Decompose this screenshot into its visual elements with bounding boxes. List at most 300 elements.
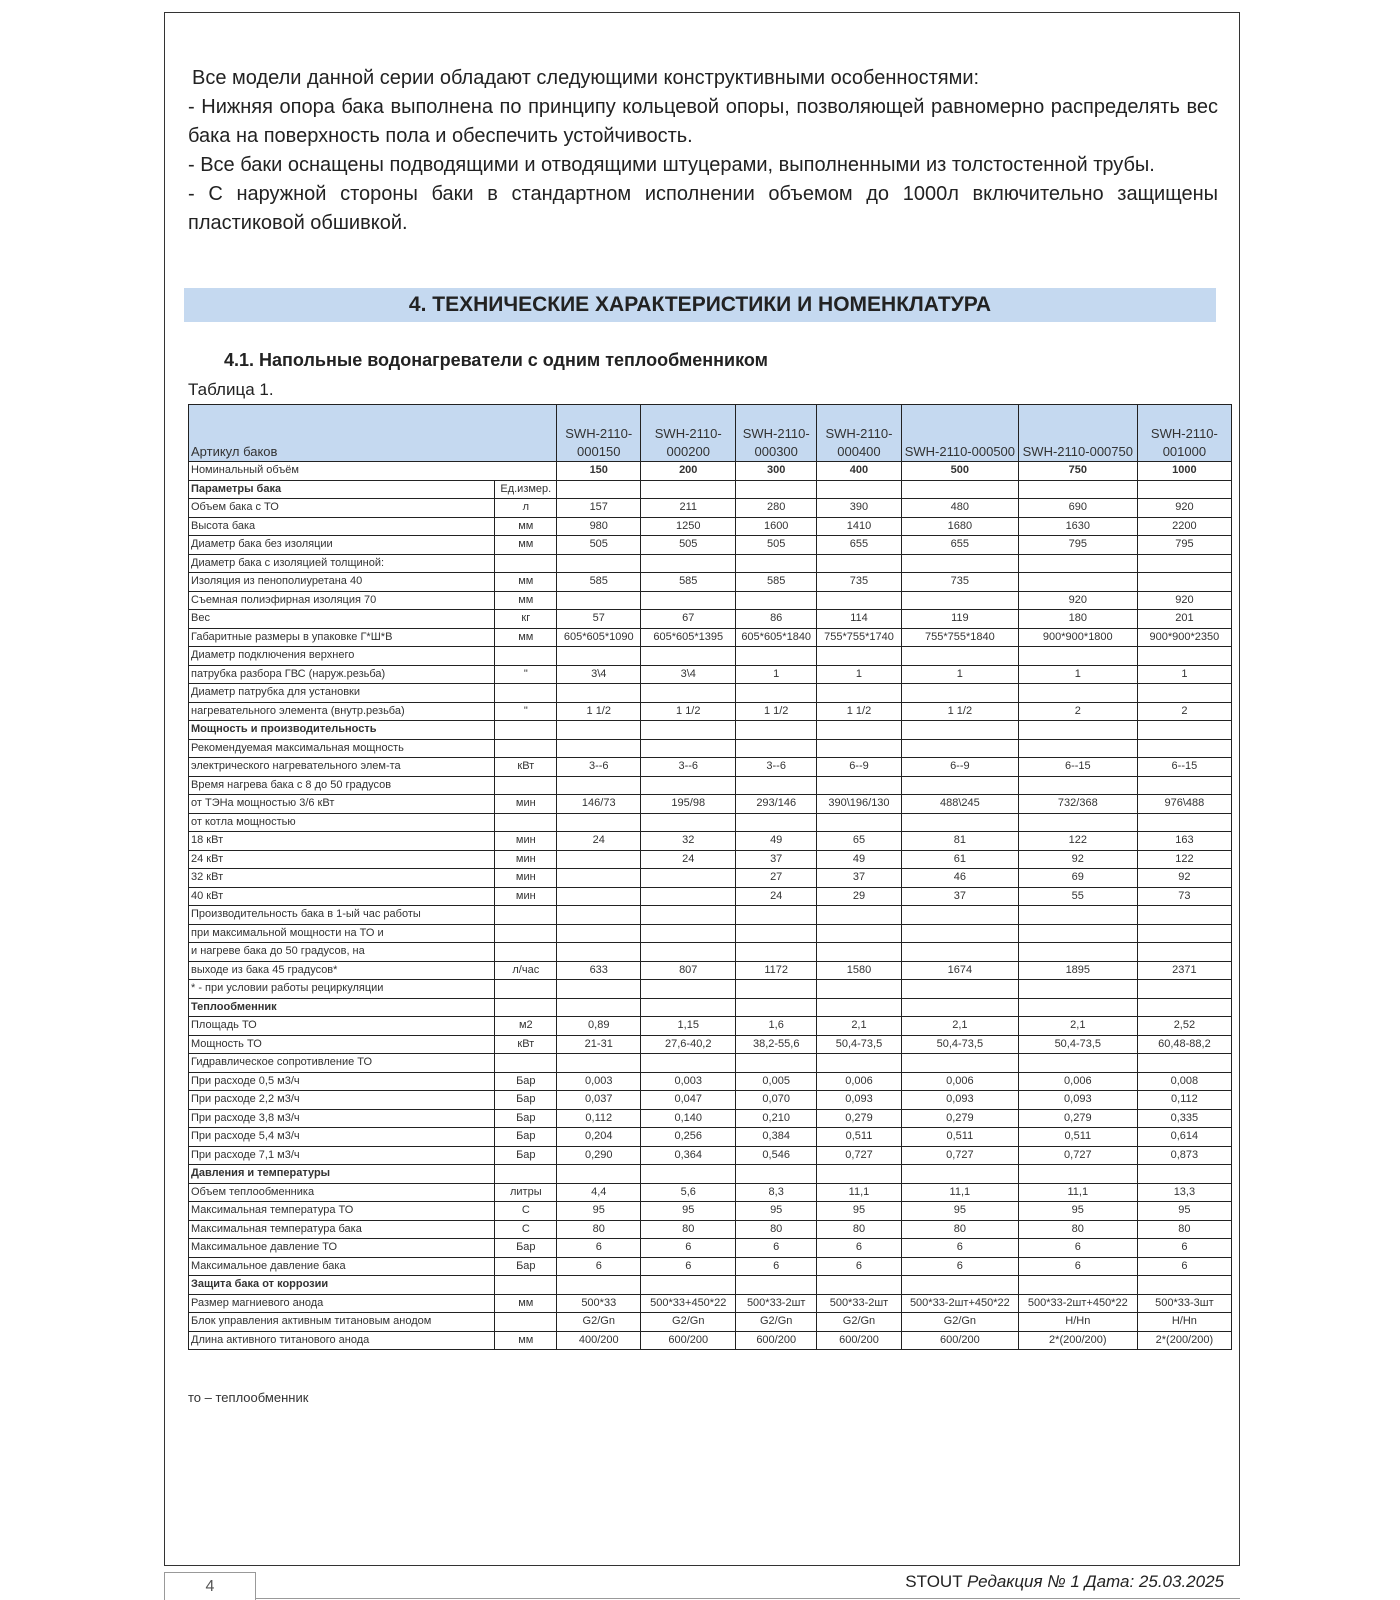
cell-value xyxy=(901,647,1018,666)
cell-value xyxy=(736,1276,817,1295)
cell-value: 146/73 xyxy=(557,795,641,814)
row-unit: мм xyxy=(495,1294,557,1313)
cell-value: 1,15 xyxy=(641,1017,736,1036)
row-unit xyxy=(495,906,557,925)
row-label: Максимальное давление ТО xyxy=(189,1239,495,1258)
cell-value: 0,003 xyxy=(641,1072,736,1091)
cell-value xyxy=(901,924,1018,943)
cell-value xyxy=(1137,573,1231,592)
cell-value: 1 xyxy=(736,665,817,684)
cell-value: 1 1/2 xyxy=(817,702,902,721)
cell-value: 655 xyxy=(817,536,902,555)
cell-value xyxy=(1018,573,1137,592)
table-row xyxy=(189,1035,1232,1054)
cell-value: 500 xyxy=(901,462,1018,481)
cell-value xyxy=(736,480,817,499)
row-label: Максимальная температура ТО xyxy=(189,1202,495,1221)
cell-value xyxy=(557,887,641,906)
cell-value xyxy=(1137,776,1231,795)
cell-value: 655 xyxy=(901,536,1018,555)
row-unit xyxy=(495,1313,557,1332)
cell-value: 900*900*2350 xyxy=(1137,628,1231,647)
intro-paragraph: - Все баки оснащены подводящими и отводящими штуцерами, выполненными из толстостенной трубы. xyxy=(188,154,1155,176)
cell-value: G2/Gn xyxy=(641,1313,736,1332)
cell-value xyxy=(1018,554,1137,573)
cell-value xyxy=(817,980,902,999)
section-header xyxy=(184,288,1216,322)
row-unit xyxy=(495,684,557,703)
cell-value: 2 xyxy=(1137,702,1231,721)
table-row xyxy=(189,906,1232,925)
cell-value: 3\4 xyxy=(557,665,641,684)
row-unit xyxy=(495,943,557,962)
row-unit: л xyxy=(495,499,557,518)
cell-value: 163 xyxy=(1137,832,1231,851)
intro-text xyxy=(188,64,1218,238)
cell-value xyxy=(901,721,1018,740)
cell-value: 80 xyxy=(817,1220,902,1239)
cell-value: 86 xyxy=(736,610,817,629)
table-row xyxy=(189,517,1232,536)
table-row xyxy=(189,480,1232,499)
cell-value xyxy=(901,813,1018,832)
row-label: 32 кВт xyxy=(189,869,495,888)
cell-value xyxy=(901,554,1018,573)
table-row xyxy=(189,1054,1232,1073)
cell-value: 0,511 xyxy=(1018,1128,1137,1147)
row-label: Диаметр бака без изоляции xyxy=(189,536,495,555)
cell-value xyxy=(901,739,1018,758)
cell-value: 49 xyxy=(736,832,817,851)
model-header: SWH-2110-000150 xyxy=(557,405,641,462)
cell-value: 0,279 xyxy=(901,1109,1018,1128)
row-label: Съемная полиэфирная изоляция 70 xyxy=(189,591,495,610)
cell-value xyxy=(736,1165,817,1184)
cell-value xyxy=(1018,480,1137,499)
cell-value xyxy=(736,684,817,703)
cell-value: 920 xyxy=(1018,591,1137,610)
row-label: Время нагрева бака с 8 до 50 градусов xyxy=(189,776,495,795)
cell-value xyxy=(817,554,902,573)
cell-value: 500*33-2шт xyxy=(817,1294,902,1313)
cell-value: 195/98 xyxy=(641,795,736,814)
cell-value xyxy=(641,480,736,499)
cell-value: 6--15 xyxy=(1018,758,1137,777)
row-label: нагревательного элемента (внутр.резьба) xyxy=(189,702,495,721)
table-row xyxy=(189,1183,1232,1202)
table-row xyxy=(189,462,1232,481)
cell-value: 0,89 xyxy=(557,1017,641,1036)
row-label: 18 кВт xyxy=(189,832,495,851)
cell-value: 735 xyxy=(901,573,1018,592)
cell-value xyxy=(1018,980,1137,999)
row-unit xyxy=(495,813,557,832)
cell-value: 732/368 xyxy=(1018,795,1137,814)
cell-value xyxy=(641,924,736,943)
cell-value: 0,005 xyxy=(736,1072,817,1091)
cell-value xyxy=(817,1054,902,1073)
cell-value: 2,1 xyxy=(817,1017,902,1036)
cell-value: 2,1 xyxy=(1018,1017,1137,1036)
cell-value: 633 xyxy=(557,961,641,980)
model-header: SWH-2110-000750 xyxy=(1018,405,1137,462)
cell-value: 750 xyxy=(1018,462,1137,481)
cell-value: 1680 xyxy=(901,517,1018,536)
cell-value xyxy=(817,813,902,832)
cell-value: 67 xyxy=(641,610,736,629)
cell-value: 27,6-40,2 xyxy=(641,1035,736,1054)
cell-value xyxy=(557,739,641,758)
cell-value xyxy=(1018,1276,1137,1295)
table-row xyxy=(189,628,1232,647)
cell-value: 0,047 xyxy=(641,1091,736,1110)
row-unit xyxy=(495,721,557,740)
cell-value: 500*33+450*22 xyxy=(641,1294,736,1313)
table-row xyxy=(189,1091,1232,1110)
cell-value: 505 xyxy=(641,536,736,555)
cell-value: 4,4 xyxy=(557,1183,641,1202)
cell-value: 600/200 xyxy=(641,1331,736,1350)
row-label: выходе из бака 45 градусов* xyxy=(189,961,495,980)
cell-value xyxy=(557,924,641,943)
cell-value: 6 xyxy=(1137,1239,1231,1258)
cell-value: 92 xyxy=(1137,869,1231,888)
cell-value: 6 xyxy=(1018,1239,1137,1258)
cell-value: 2371 xyxy=(1137,961,1231,980)
cell-value: 755*755*1840 xyxy=(901,628,1018,647)
table-row xyxy=(189,832,1232,851)
cell-value xyxy=(736,721,817,740)
cell-value xyxy=(641,980,736,999)
cell-value xyxy=(817,998,902,1017)
cell-value xyxy=(817,721,902,740)
cell-value: G2/Gn xyxy=(557,1313,641,1332)
cell-value xyxy=(736,943,817,962)
cell-value: 2200 xyxy=(1137,517,1231,536)
cell-value: 37 xyxy=(901,887,1018,906)
row-unit xyxy=(495,647,557,666)
cell-value: 400/200 xyxy=(557,1331,641,1350)
cell-value: 0,210 xyxy=(736,1109,817,1128)
table-row xyxy=(189,536,1232,555)
cell-value xyxy=(641,887,736,906)
row-label: Диаметр патрубка для установки xyxy=(189,684,495,703)
cell-value: 2,52 xyxy=(1137,1017,1231,1036)
cell-value xyxy=(817,647,902,666)
row-label: Блок управления активным титановым анодом xyxy=(189,1313,495,1332)
footnote: то – теплообменник xyxy=(188,1390,309,1405)
cell-value: 46 xyxy=(901,869,1018,888)
row-unit xyxy=(495,554,557,573)
cell-value: 180 xyxy=(1018,610,1137,629)
cell-value: 50,4-73,5 xyxy=(817,1035,902,1054)
cell-value: 5,6 xyxy=(641,1183,736,1202)
row-unit: мм xyxy=(495,1331,557,1350)
row-unit: Бар xyxy=(495,1257,557,1276)
cell-value: G2/Gn xyxy=(736,1313,817,1332)
cell-value: 0,112 xyxy=(557,1109,641,1128)
cell-value: 0,384 xyxy=(736,1128,817,1147)
cell-value: 1 xyxy=(1018,665,1137,684)
cell-value: 0,093 xyxy=(817,1091,902,1110)
row-unit: мм xyxy=(495,573,557,592)
cell-value xyxy=(641,591,736,610)
cell-value: 1 1/2 xyxy=(557,702,641,721)
cell-value xyxy=(1137,924,1231,943)
footer-brand: STOUT xyxy=(905,1572,963,1591)
cell-value xyxy=(557,647,641,666)
cell-value: 0,873 xyxy=(1137,1146,1231,1165)
cell-value xyxy=(557,906,641,925)
cell-value xyxy=(1018,684,1137,703)
cell-value: 95 xyxy=(817,1202,902,1221)
cell-value xyxy=(901,906,1018,925)
table-row xyxy=(189,1202,1232,1221)
model-header: SWH-2110-000300 xyxy=(736,405,817,462)
cell-value xyxy=(817,924,902,943)
cell-value xyxy=(817,739,902,758)
cell-value: 0,279 xyxy=(1018,1109,1137,1128)
cell-value: 1 1/2 xyxy=(901,702,1018,721)
cell-value: 280 xyxy=(736,499,817,518)
table-row xyxy=(189,1220,1232,1239)
cell-value: 6 xyxy=(641,1257,736,1276)
table-row xyxy=(189,684,1232,703)
cell-value xyxy=(1137,647,1231,666)
footer-revision-text: Редакция № 1 Дата: 25.03.2025 xyxy=(967,1572,1224,1591)
cell-value: 1250 xyxy=(641,517,736,536)
cell-value xyxy=(641,554,736,573)
cell-value xyxy=(1018,943,1137,962)
row-label: * - при условии работы рециркуляции xyxy=(189,980,495,999)
cell-value xyxy=(557,684,641,703)
cell-value: 1600 xyxy=(736,517,817,536)
table-row xyxy=(189,499,1232,518)
cell-value: 0,093 xyxy=(1018,1091,1137,1110)
cell-value xyxy=(557,1054,641,1073)
table-row xyxy=(189,554,1232,573)
cell-value: 6 xyxy=(817,1257,902,1276)
cell-value xyxy=(641,684,736,703)
cell-value xyxy=(901,684,1018,703)
cell-value xyxy=(901,776,1018,795)
cell-value xyxy=(817,906,902,925)
cell-value xyxy=(557,591,641,610)
cell-value: 400 xyxy=(817,462,902,481)
cell-value xyxy=(901,591,1018,610)
cell-value: 0,037 xyxy=(557,1091,641,1110)
table-row xyxy=(189,610,1232,629)
table-row xyxy=(189,739,1232,758)
row-label: Защита бака от коррозии xyxy=(189,1276,495,1295)
cell-value: 95 xyxy=(736,1202,817,1221)
table-row xyxy=(189,573,1232,592)
subsection-title: 4.1. Напольные водонагреватели с одним теплообменником xyxy=(224,350,768,370)
section-title: 4. ТЕХНИЧЕСКИЕ ХАРАКТЕРИСТИКИ И НОМЕНКЛАТУРА xyxy=(408,293,992,316)
cell-value: 1 1/2 xyxy=(736,702,817,721)
cell-value: 11,1 xyxy=(1018,1183,1137,1202)
cell-value: 1 xyxy=(817,665,902,684)
cell-value xyxy=(901,1276,1018,1295)
cell-value xyxy=(641,869,736,888)
cell-value: 920 xyxy=(1137,499,1231,518)
cell-value: 0,006 xyxy=(901,1072,1018,1091)
cell-value xyxy=(817,943,902,962)
row-unit: мин xyxy=(495,869,557,888)
row-label: от котла мощностью xyxy=(189,813,495,832)
table-header-row xyxy=(189,405,1232,462)
row-label: Длина активного титанового анода xyxy=(189,1331,495,1350)
cell-value: 390 xyxy=(817,499,902,518)
row-unit xyxy=(495,998,557,1017)
footer-revision xyxy=(905,1572,1224,1592)
cell-value xyxy=(1137,721,1231,740)
row-label: Параметры бака xyxy=(189,480,495,499)
cell-value: 95 xyxy=(901,1202,1018,1221)
row-label: Диаметр подключения верхнего xyxy=(189,647,495,666)
cell-value: 500*33 xyxy=(557,1294,641,1313)
cell-value xyxy=(1018,1165,1137,1184)
table-row xyxy=(189,813,1232,832)
cell-value: 0,006 xyxy=(1018,1072,1137,1091)
cell-value: 980 xyxy=(557,517,641,536)
cell-value xyxy=(557,1165,641,1184)
cell-value: 0,279 xyxy=(817,1109,902,1128)
cell-value xyxy=(557,480,641,499)
cell-value xyxy=(736,591,817,610)
row-label: При расходе 3,8 м3/ч xyxy=(189,1109,495,1128)
cell-value: 900*900*1800 xyxy=(1018,628,1137,647)
cell-value: 1 1/2 xyxy=(641,702,736,721)
row-label: Максимальное давление бака xyxy=(189,1257,495,1276)
row-unit: " xyxy=(495,702,557,721)
table-caption: Таблица 1. xyxy=(188,380,274,399)
table-row xyxy=(189,1146,1232,1165)
cell-value: 500*33-2шт+450*22 xyxy=(901,1294,1018,1313)
cell-value: 122 xyxy=(1137,850,1231,869)
cell-value: 122 xyxy=(1018,832,1137,851)
cell-value: 3--6 xyxy=(641,758,736,777)
cell-value xyxy=(641,906,736,925)
cell-value: 600/200 xyxy=(817,1331,902,1350)
cell-value: 6 xyxy=(817,1239,902,1258)
cell-value xyxy=(641,739,736,758)
cell-value: 500*33-2шт xyxy=(736,1294,817,1313)
cell-value xyxy=(1137,980,1231,999)
cell-value xyxy=(1137,480,1231,499)
cell-value: 1580 xyxy=(817,961,902,980)
cell-value: 585 xyxy=(641,573,736,592)
row-unit xyxy=(495,739,557,758)
row-unit: мм xyxy=(495,628,557,647)
cell-value xyxy=(557,980,641,999)
cell-value xyxy=(1137,684,1231,703)
table-row xyxy=(189,980,1232,999)
cell-value: 6--15 xyxy=(1137,758,1231,777)
row-unit: мин xyxy=(495,850,557,869)
cell-value: 73 xyxy=(1137,887,1231,906)
cell-value: 211 xyxy=(641,499,736,518)
cell-value: 6 xyxy=(641,1239,736,1258)
cell-value: 6--9 xyxy=(901,758,1018,777)
cell-value xyxy=(817,684,902,703)
cell-value: 2 xyxy=(1018,702,1137,721)
cell-value: 24 xyxy=(736,887,817,906)
cell-value: 0,140 xyxy=(641,1109,736,1128)
row-label: Объем бака с ТО xyxy=(189,499,495,518)
cell-value xyxy=(1137,998,1231,1017)
cell-value: 49 xyxy=(817,850,902,869)
footer-divider xyxy=(256,1598,1240,1599)
row-unit: Бар xyxy=(495,1091,557,1110)
row-unit: Бар xyxy=(495,1072,557,1091)
row-label: Изоляция из пенополиуретана 40 xyxy=(189,573,495,592)
cell-value xyxy=(1018,776,1137,795)
cell-value: 32 xyxy=(641,832,736,851)
cell-value: 1 xyxy=(1137,665,1231,684)
cell-value xyxy=(557,850,641,869)
cell-value: 2*(200/200) xyxy=(1137,1331,1231,1350)
cell-value xyxy=(901,480,1018,499)
row-label: Мощность ТО xyxy=(189,1035,495,1054)
cell-value: 1172 xyxy=(736,961,817,980)
row-label: Размер магниевого анода xyxy=(189,1294,495,1313)
row-unit: мм xyxy=(495,517,557,536)
cell-value: 6 xyxy=(736,1239,817,1258)
cell-value: 6--9 xyxy=(817,758,902,777)
table-row xyxy=(189,1072,1232,1091)
cell-value xyxy=(1137,943,1231,962)
cell-value: 92 xyxy=(1018,850,1137,869)
cell-value xyxy=(1018,1054,1137,1073)
model-header: SWH-2110-001000 xyxy=(1137,405,1231,462)
cell-value xyxy=(736,776,817,795)
table-row xyxy=(189,721,1232,740)
intro-paragraph: - Нижняя опора бака выполнена по принципу кольцевой опоры, позволяющей равномерно распределять вес бака на поверхность пола и обеспечить устойчивость. xyxy=(188,96,1218,147)
cell-value: 0,546 xyxy=(736,1146,817,1165)
row-unit: л/час xyxy=(495,961,557,980)
table-row xyxy=(189,1313,1232,1332)
cell-value: 6 xyxy=(557,1239,641,1258)
cell-value: 0,511 xyxy=(901,1128,1018,1147)
spec-table xyxy=(188,404,1232,1350)
table-row xyxy=(189,1109,1232,1128)
table-row xyxy=(189,758,1232,777)
row-unit xyxy=(495,1165,557,1184)
row-unit: Бар xyxy=(495,1239,557,1258)
row-unit xyxy=(495,980,557,999)
cell-value: 795 xyxy=(1018,536,1137,555)
cell-value: 0,727 xyxy=(817,1146,902,1165)
cell-value xyxy=(736,813,817,832)
table-row xyxy=(189,1331,1232,1350)
table-row xyxy=(189,998,1232,1017)
table-row xyxy=(189,1294,1232,1313)
cell-value xyxy=(557,998,641,1017)
cell-value xyxy=(1137,1276,1231,1295)
cell-value: 0,511 xyxy=(817,1128,902,1147)
cell-value: 21-31 xyxy=(557,1035,641,1054)
cell-value: 201 xyxy=(1137,610,1231,629)
cell-value: 0,003 xyxy=(557,1072,641,1091)
cell-value: 95 xyxy=(1137,1202,1231,1221)
cell-value xyxy=(1137,1054,1231,1073)
cell-value: 6 xyxy=(1018,1257,1137,1276)
cell-value xyxy=(641,813,736,832)
cell-value: H/Hn xyxy=(1137,1313,1231,1332)
table-row xyxy=(189,1239,1232,1258)
cell-value xyxy=(817,776,902,795)
